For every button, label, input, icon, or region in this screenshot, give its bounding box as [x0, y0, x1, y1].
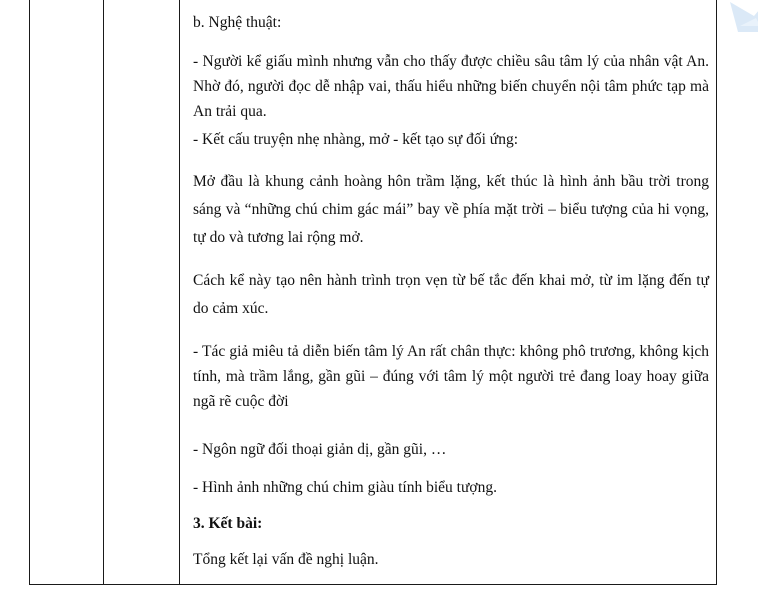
column-divider — [103, 0, 104, 584]
paragraph-images: - Hình ảnh những chú chim giàu tính biểu tượng. — [193, 479, 497, 496]
paragraph-narrator: - Người kể giấu mình nhưng vẫn cho thấy được chiều sâu tâm lý của nhân vật An. Nhờ đó, người đọc dễ nhập vai, thấu hiểu những biến chuyển nội tâm phức tạp mà An trải qua. — [193, 53, 709, 120]
art-heading: b. Nghệ thuật: — [193, 14, 282, 31]
paragraph-psychology: - Tác giả miêu tả diễn biến tâm lý An rất chân thực: không phô trương, không kịch tính, mà trầm lắng, gần gũi – đúng với tâm lý một người trẻ đang loay hoay giữa ngã rẽ cuộc đời — [193, 343, 709, 410]
paragraph-language: - Ngôn ngữ đối thoại giản dị, gần gũi, … — [193, 441, 447, 458]
paragraph-journey: Cách kể này tạo nên hành trình trọn vẹn từ bế tắc đến khai mở, từ im lặng đến tự do cảm xúc. — [193, 272, 709, 317]
paragraph-structure: - Kết cấu truyện nhẹ nhàng, mở - kết tạo sự đối ứng: — [193, 131, 519, 148]
column-divider — [179, 0, 180, 584]
watermark-logo-icon — [724, 0, 758, 32]
conclusion-heading: 3. Kết bài: — [193, 515, 263, 532]
paragraph-opening: Mở đầu là khung cảnh hoàng hôn trầm lặng, kết thúc là hình ảnh bầu trời trong sáng và “những chú chim gác mái” bay về phía mặt trời – biểu tượng của hi vọng, tự do và tương lai rộng mở. — [193, 173, 709, 246]
conclusion-text: Tổng kết lại vấn đề nghị luận. — [193, 551, 379, 568]
